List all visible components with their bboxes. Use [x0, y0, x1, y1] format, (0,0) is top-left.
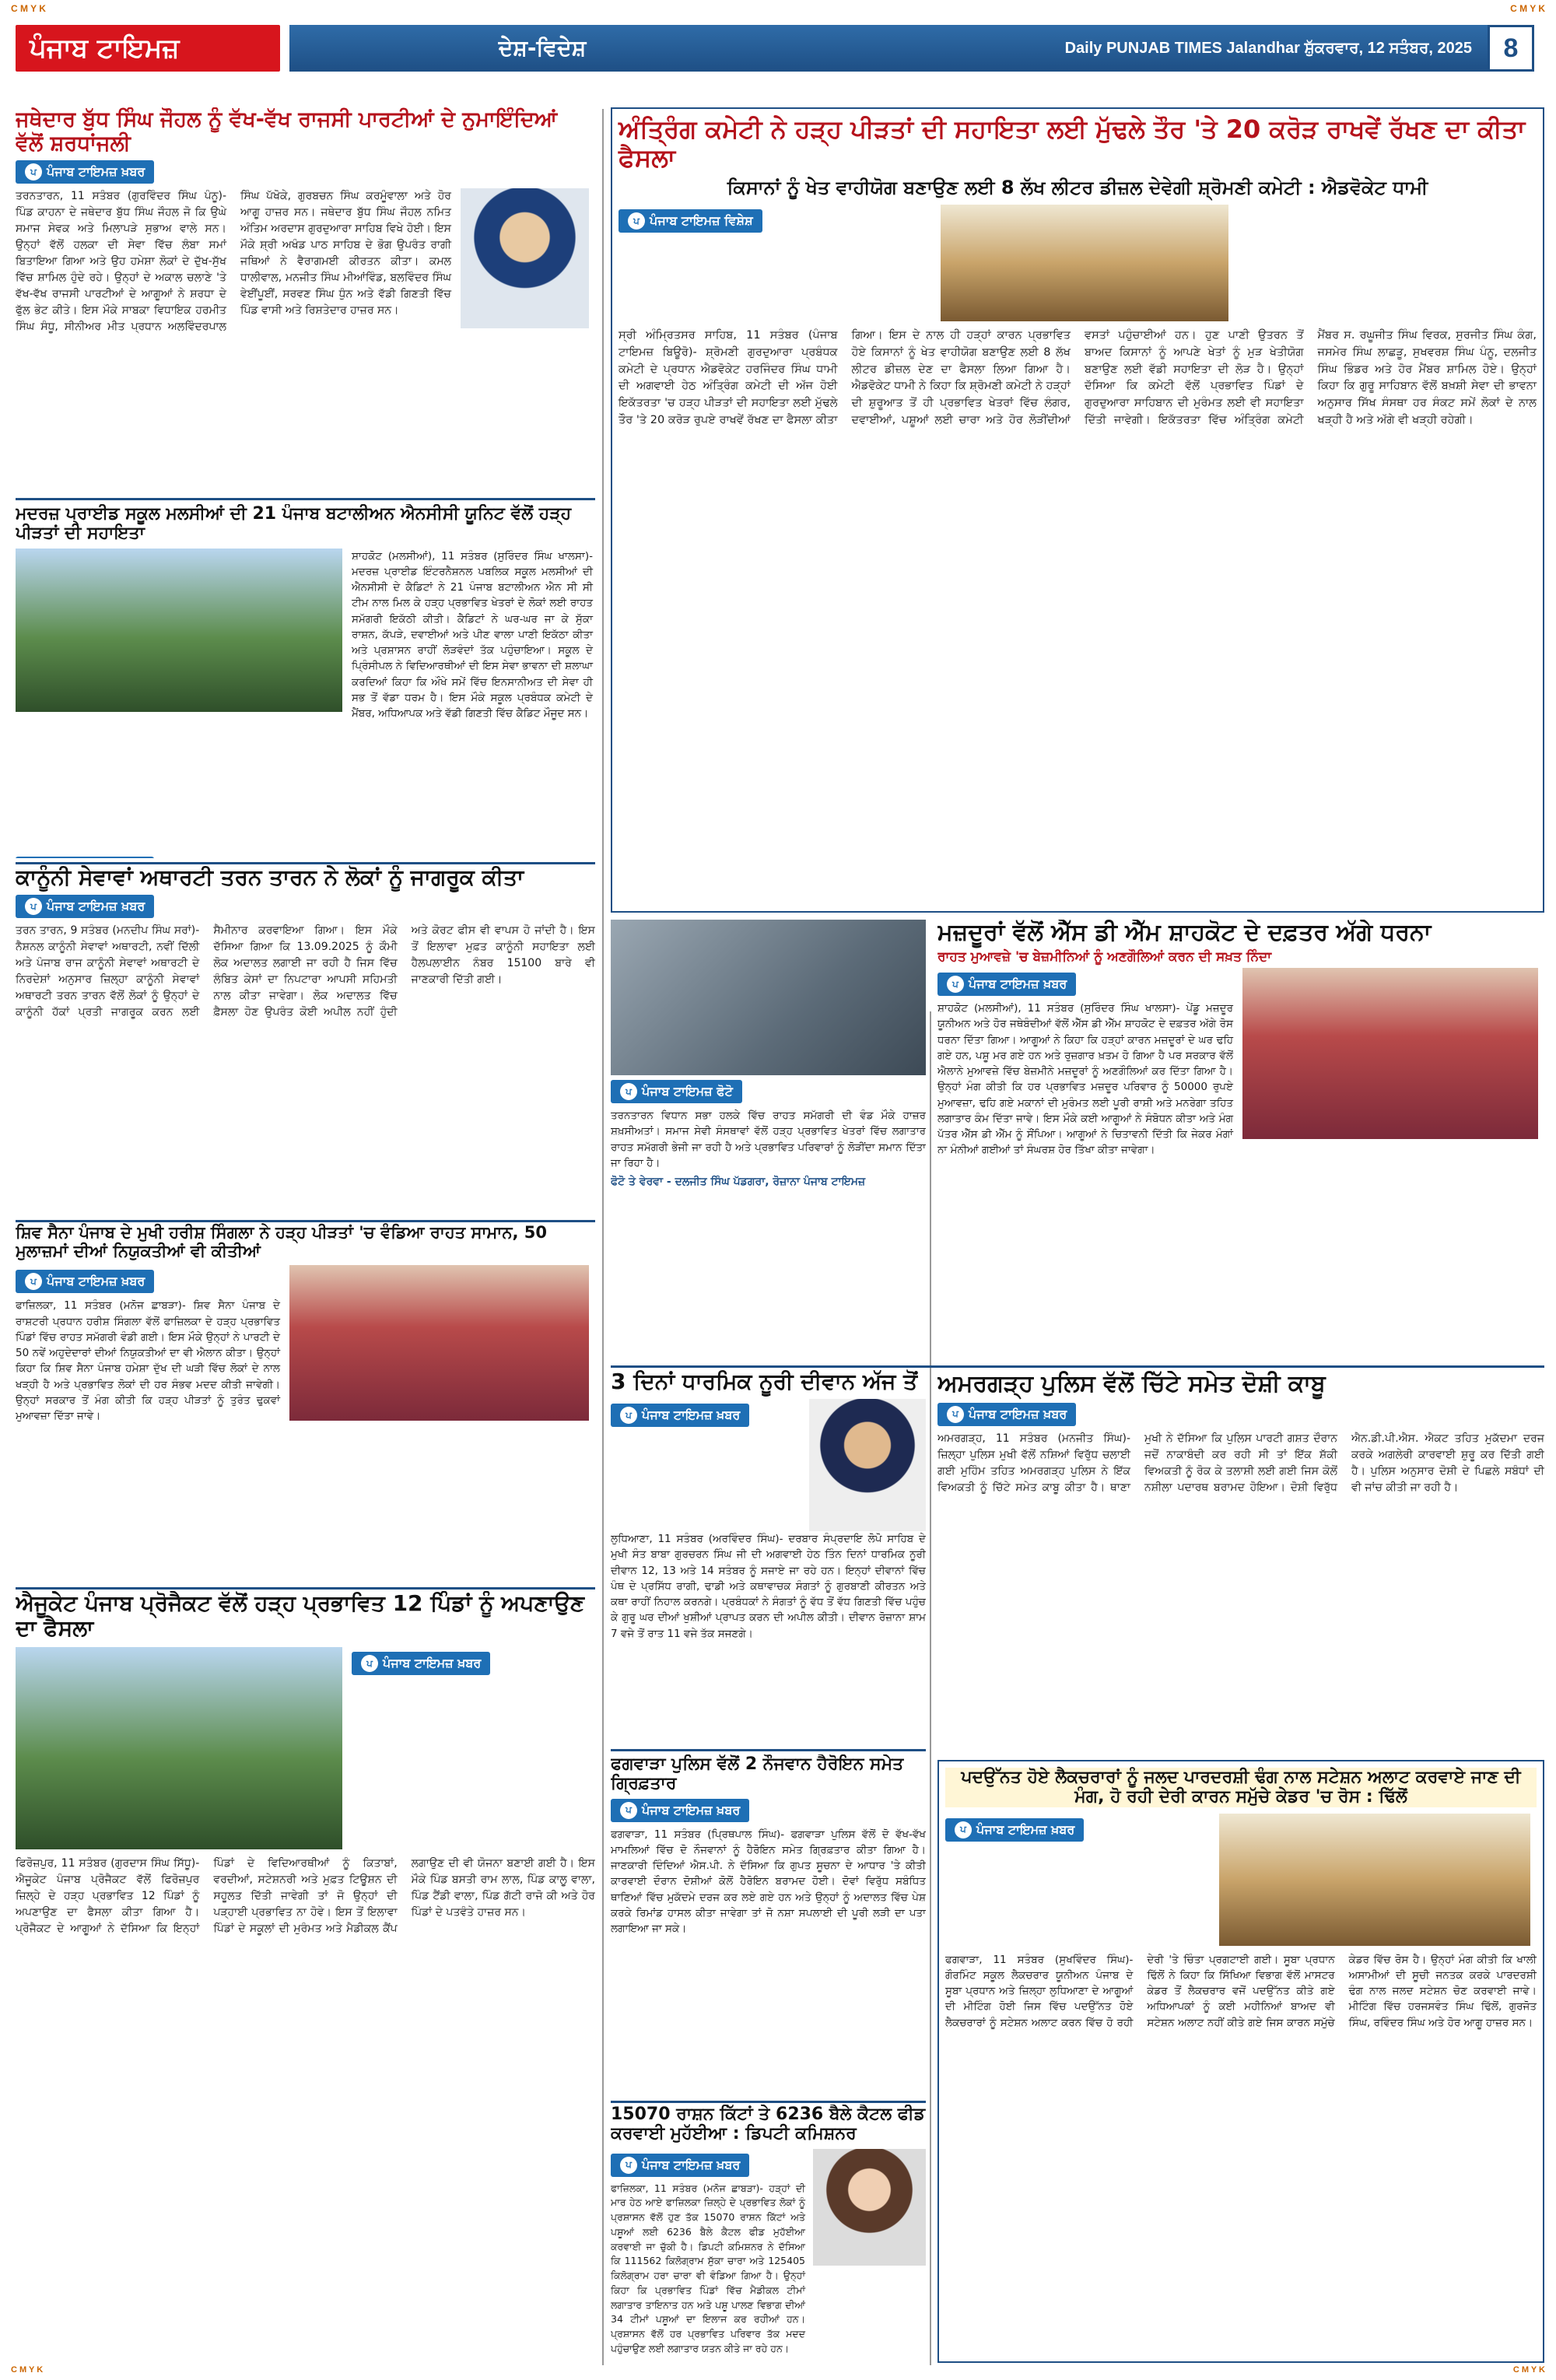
section-title: ਦੇਸ਼-ਵਿਦੇਸ਼: [498, 35, 587, 61]
cmyk-mark-bottom-right: C M Y K: [1512, 2365, 1545, 2375]
article-relief-photo: [611, 920, 926, 1359]
times-logo-icon: ਪ: [620, 1802, 637, 1819]
article-legal-awareness: [16, 865, 595, 1215]
registration-strip-bottom: [0, 2365, 1556, 2379]
article-educate-punjab: [16, 1591, 595, 2361]
headline: ਸ਼ਿਵ ਸੈਨਾ ਪੰਜਾਬ ਦੇ ਮੁਖੀ ਹਰੀਸ਼ ਸਿੰਗਲਾ ਨੇ ਹੜ੍ਹ ਪੀੜਤਾਂ 'ਚ ਵੰਡਿਆ ਰਾਹਤ ਸਾਮਾਨ, 50 ਮੁਲਾਜ਼ਮਾਂ ਦੀਆਂ ਨਿਯੁਕਤੀਆਂ ਵੀ ਕੀਤੀਆਂ: [16, 1223, 547, 1261]
byline-badge: [352, 1652, 490, 1675]
times-logo-icon: ਪ: [25, 898, 42, 915]
section-rule: [16, 1220, 595, 1222]
section-rule: [16, 498, 595, 500]
section-rule: [16, 1587, 595, 1590]
headline: 15070 ਰਾਸ਼ਨ ਕਿੱਟਾਂ ਤੇ 6236 ਬੈਲੇ ਕੈਟਲ ਫੀਡ ਕਰਵਾਈ ਮੁਹੱਈਆ : ਡਿਪਟੀ ਕਮਿਸ਼ਨਰ: [611, 2105, 926, 2144]
byline-badge: [16, 857, 154, 858]
students-photo: [16, 549, 342, 712]
byline-badge: [611, 1404, 749, 1427]
article-body: ਫਗਵਾੜਾ, 11 ਸਤੰਬਰ (ਸੁਖਵਿੰਦਰ ਸਿੰਘ)- ਗੌਰਮਿੰਟ ਸਕੂਲ ਲੈਕਚਰਾਰ ਯੂਨੀਅਨ ਪੰਜਾਬ ਦੇ ਸੂਬਾ ਪ੍ਰਧਾਨ ਅਤੇ ਜ਼ਿਲ੍ਹਾ ਲੁਧਿਆਣਾ ਦੇ ਆਗੂਆਂ ਦੀ ਮੀਟਿੰਗ ਹੋਈ ਜਿਸ ਵਿੱਚ ਪਦਉੱਨਤ ਹੋਏ ਲੈਕਚਰਾਰਾਂ ਨੂੰ ਸਟੇਸ਼ਨ ਅਲਾਟ ਕਰਨ ਵਿੱਚ ਹੋ ਰਹੀ ਦੇਰੀ 'ਤੇ ਚਿੰਤਾ ਪ੍ਰਗਟਾਈ ਗਈ। ਸੂਬਾ ਪ੍ਰਧਾਨ ਢਿੱਲੋਂ ਨੇ ਕਿਹਾ ਕਿ ਸਿੱਖਿਆ ਵਿਭਾਗ ਵੱਲੋਂ ਮਾਸਟਰ ਕੇਡਰ ਤੋਂ ਲੈਕਚਰਾਰ ਵਜੋਂ ਪਦਉੱਨਤ ਕੀਤੇ ਗਏ ਅਧਿਆਪਕਾਂ ਨੂੰ ਕਈ ਮਹੀਨਿਆਂ ਬਾਅਦ ਵੀ ਸਟੇਸ਼ਨ ਅਲਾਟ ਨਹੀਂ ਕੀਤੇ ਗਏ ਜਿਸ ਕਾਰਨ ਸਮੁੱਚੇ ਕੇਡਰ ਵਿੱਚ ਰੋਸ ਹੈ। ਉਨ੍ਹਾਂ ਮੰਗ ਕੀਤੀ ਕਿ ਖਾਲੀ ਅਸਾਮੀਆਂ ਦੀ ਸੂਚੀ ਜਨਤਕ ਕਰਕੇ ਪਾਰਦਰਸ਼ੀ ਢੰਗ ਨਾਲ ਜਲਦ ਸਟੇਸ਼ਨ ਚੋਣ ਕਰਵਾਈ ਜਾਵੇ। ਮੀਟਿੰਗ ਵਿੱਚ ਹਰਜਸਵੰਤ ਸਿੰਘ ਢਿੱਲੋਂ, ਗੁਰਜੋਤ ਸਿੰਘ, ਰਵਿੰਦਰ ਸਿੰਘ ਅਤੇ ਹੋਰ ਆਗੂ ਹਾਜ਼ਰ ਸਨ।: [945, 1953, 1537, 2029]
byline-badge: [611, 1799, 749, 1822]
headline: ਪਦਉੱਨਤ ਹੋਏ ਲੈਕਚਰਾਰਾਂ ਨੂੰ ਜਲਦ ਪਾਰਦਰਸ਼ੀ ਢੰਗ ਨਾਲ ਸਟੇਸ਼ਨ ਅਲਾਟ ਕਰਵਾਏ ਜਾਣ ਦੀ ਮੰਗ, ਹੋ ਰਹੀ ਦੇਰੀ ਕਾਰਨ ਸਮੁੱਚੇ ਕੇਡਰ 'ਚ ਰੋਸ : ਢਿੱਲੋਂ: [945, 1768, 1537, 1807]
portrait-photo: [461, 188, 589, 328]
section-rule: [611, 1749, 926, 1751]
headline: 3 ਦਿਨਾਂ ਧਾਰਮਿਕ ਨੂਰੀ ਦੀਵਾਨ ਅੱਜ ਤੋਂ: [611, 1369, 918, 1394]
newspaper-logo: [16, 25, 280, 72]
article-nuri-diwan: [611, 1369, 926, 1743]
article-body: ਸ੍ਰੀ ਅੰਮ੍ਰਿਤਸਰ ਸਾਹਿਬ, 11 ਸਤੰਬਰ (ਪੰਜਾਬ ਟਾਇਮਜ਼ ਬਿਊਰੋ)- ਸ਼੍ਰੋਮਣੀ ਗੁਰਦੁਆਰਾ ਪ੍ਰਬੰਧਕ ਕਮੇਟੀ ਦੇ ਪ੍ਰਧਾਨ ਐਡਵੋਕੇਟ ਹਰਜਿੰਦਰ ਸਿੰਘ ਧਾਮੀ ਦੀ ਅਗਵਾਈ ਹੇਠ ਅੰਤ੍ਰਿੰਗ ਕਮੇਟੀ ਦੀ ਅੱਜ ਹੋਈ ਇਕੱਤਰਤਾ 'ਚ ਹੜ੍ਹ ਪੀੜਤਾਂ ਦੀ ਸਹਾਇਤਾ ਲਈ ਮੁੱਢਲੇ ਤੌਰ 'ਤੇ 20 ਕਰੋੜ ਰੁਪਏ ਰਾਖਵੇਂ ਰੱਖਣ ਦਾ ਫੈਸਲਾ ਕੀਤਾ ਗਿਆ। ਇਸ ਦੇ ਨਾਲ ਹੀ ਹੜ੍ਹਾਂ ਕਾਰਨ ਪ੍ਰਭਾਵਿਤ ਹੋਏ ਕਿਸਾਨਾਂ ਨੂੰ ਖੇਤ ਵਾਹੀਯੋਗ ਬਣਾਉਣ ਲਈ 8 ਲੱਖ ਲੀਟਰ ਡੀਜ਼ਲ ਦੇਣ ਦਾ ਫੈਸਲਾ ਲਿਆ ਗਿਆ ਹੈ। ਐਡਵੋਕੇਟ ਧਾਮੀ ਨੇ ਕਿਹਾ ਕਿ ਸ਼੍ਰੋਮਣੀ ਕਮੇਟੀ ਨੇ ਹੜ੍ਹਾਂ ਦੀ ਸ਼ੁਰੂਆਤ ਤੋਂ ਹੀ ਪ੍ਰਭਾਵਿਤ ਖੇਤਰਾਂ ਵਿੱਚ ਲੰਗਰ, ਦਵਾਈਆਂ, ਪਸ਼ੂਆਂ ਲਈ ਚਾਰਾ ਅਤੇ ਹੋਰ ਲੋੜੀਂਦੀਆਂ ਵਸਤਾਂ ਪਹੁੰਚਾਈਆਂ ਹਨ। ਹੁਣ ਪਾਣੀ ਉਤਰਨ ਤੋਂ ਬਾਅਦ ਕਿਸਾਨਾਂ ਨੂੰ ਆਪਣੇ ਖੇਤਾਂ ਨੂੰ ਮੁੜ ਖੇਤੀਯੋਗ ਬਣਾਉਣ ਲਈ ਵੱਡੀ ਸਹਾਇਤਾ ਦੀ ਲੋੜ ਹੈ। ਉਨ੍ਹਾਂ ਦੱਸਿਆ ਕਿ ਕਮੇਟੀ ਵੱਲੋਂ ਪ੍ਰਭਾਵਿਤ ਪਿੰਡਾਂ ਦੇ ਗੁਰਦੁਆਰਾ ਸਾਹਿਬਾਨ ਦੀ ਮੁਰੰਮਤ ਲਈ ਵੀ ਸਹਾਇਤਾ ਦਿੱਤੀ ਜਾਵੇਗੀ। ਇਕੱਤਰਤਾ ਵਿੱਚ ਅੰਤ੍ਰਿੰਗ ਕਮੇਟੀ ਮੈਂਬਰ ਸ. ਰਘੂਜੀਤ ਸਿੰਘ ਵਿਰਕ, ਸੁਰਜੀਤ ਸਿੰਘ ਕੰਗ, ਜਸਮੇਰ ਸਿੰਘ ਲਾਛੜੂ, ਸੁਖਵਰਸ਼ ਸਿੰਘ ਪੰਨੂ, ਦਲਜੀਤ ਸਿੰਘ ਭਿੰਡਰ ਅਤੇ ਹੋਰ ਮੈਂਬਰ ਸ਼ਾਮਿਲ ਹੋਏ। ਉਨ੍ਹਾਂ ਕਿਹਾ ਕਿ ਗੁਰੂ ਸਾਹਿਬਾਨ ਵੱਲੋਂ ਬਖ਼ਸ਼ੀ ਸੇਵਾ ਦੀ ਭਾਵਨਾ ਅਨੁਸਾਰ ਸਿੱਖ ਸੰਸਥਾ ਹਰ ਸੰਕਟ ਸਮੇਂ ਲੋਕਾਂ ਦੇ ਨਾਲ ਖੜ੍ਹੀ ਹੈ ਅਤੇ ਅੱਗੇ ਵੀ ਖੜ੍ਹੀ ਰਹੇਗੀ।: [619, 329, 1537, 426]
article-body: ਅਮਰਗੜ੍ਹ, 11 ਸਤੰਬਰ (ਮਨਜੀਤ ਸਿੰਘ)- ਜ਼ਿਲ੍ਹਾ ਪੁਲਿਸ ਮੁਖੀ ਵੱਲੋਂ ਨਸ਼ਿਆਂ ਵਿਰੁੱਧ ਚਲਾਈ ਗਈ ਮੁਹਿੰਮ ਤਹਿਤ ਅਮਰਗੜ੍ਹ ਪੁਲਿਸ ਨੇ ਇੱਕ ਵਿਅਕਤੀ ਨੂੰ ਚਿੱਟੇ ਸਮੇਤ ਕਾਬੂ ਕੀਤਾ ਹੈ। ਥਾਣਾ ਮੁਖੀ ਨੇ ਦੱਸਿਆ ਕਿ ਪੁਲਿਸ ਪਾਰਟੀ ਗਸ਼ਤ ਦੌਰਾਨ ਜਦੋਂ ਨਾਕਾਬੰਦੀ ਕਰ ਰਹੀ ਸੀ ਤਾਂ ਇੱਕ ਸ਼ੱਕੀ ਵਿਅਕਤੀ ਨੂੰ ਰੋਕ ਕੇ ਤਲਾਸ਼ੀ ਲਈ ਗਈ ਜਿਸ ਕੋਲੋਂ ਨਸ਼ੀਲਾ ਪਦਾਰਥ ਬਰਾਮਦ ਹੋਇਆ। ਦੋਸ਼ੀ ਵਿਰੁੱਧ ਐਨ.ਡੀ.ਪੀ.ਐਸ. ਐਕਟ ਤਹਿਤ ਮੁਕੱਦਮਾ ਦਰਜ ਕਰਕੇ ਅਗਲੇਰੀ ਕਾਰਵਾਈ ਸ਼ੁਰੂ ਕਰ ਦਿੱਤੀ ਗਈ ਹੈ। ਪੁਲਿਸ ਅਨੁਸਾਰ ਦੋਸ਼ੀ ਦੇ ਪਿਛਲੇ ਸਬੰਧਾਂ ਦੀ ਵੀ ਜਾਂਚ ਕੀਤੀ ਜਾ ਰਹੀ ਹੈ।: [937, 1432, 1544, 1494]
section-rule: [611, 2101, 926, 2103]
article-jathedar: [16, 107, 591, 490]
article-lecturers: [937, 1760, 1544, 2363]
cmyk-mark-bottom-left: C M Y K: [11, 2365, 44, 2375]
cmyk-mark-right: C M Y K: [1510, 3, 1545, 14]
photo-caption: ਫੋਟੋ ਤੇ ਵੇਰਵਾ - ਦਲਜੀਤ ਸਿੰਘ ਪੱਡਗਰਾ, ਰੋਜ਼ਾਨਾ ਪੰਜਾਬ ਟਾਇਮਜ਼: [611, 1176, 866, 1188]
article-body: ਸ਼ਾਹਕੋਟ (ਮਲਸੀਆਂ), 11 ਸਤੰਬਰ (ਸੁਰਿੰਦਰ ਸਿੰਘ ਖਾਲਸਾ)- ਮਦਰਜ਼ ਪ੍ਰਾਈਡ ਇੰਟਰਨੈਸ਼ਨਲ ਪਬਲਿਕ ਸਕੂਲ ਮਲਸੀਆਂ ਦੀ ਐਨਸੀਸੀ ਦੇ ਕੈਡਿਟਾਂ ਨੇ 21 ਪੰਜਾਬ ਬਟਾਲੀਅਨ ਐਨ ਸੀ ਸੀ ਟੀਮ ਨਾਲ ਮਿਲ ਕੇ ਹੜ੍ਹ ਪ੍ਰਭਾਵਿਤ ਖੇਤਰਾਂ ਦੇ ਲੋਕਾਂ ਲਈ ਰਾਹਤ ਸਮੱਗਰੀ ਇਕੱਠੀ ਕੀਤੀ। ਕੈਡਿਟਾਂ ਨੇ ਘਰ-ਘਰ ਜਾ ਕੇ ਸੁੱਕਾ ਰਾਸ਼ਨ, ਕੱਪੜੇ, ਦਵਾਈਆਂ ਅਤੇ ਪੀਣ ਵਾਲਾ ਪਾਣੀ ਇਕੱਠਾ ਕੀਤਾ ਅਤੇ ਪ੍ਰਸ਼ਾਸਨ ਰਾਹੀਂ ਲੋੜਵੰਦਾਂ ਤੱਕ ਪਹੁੰਚਾਇਆ। ਸਕੂਲ ਦੇ ਪ੍ਰਿੰਸੀਪਲ ਨੇ ਵਿਦਿਆਰਥੀਆਂ ਦੀ ਇਸ ਸੇਵਾ ਭਾਵਨਾ ਦੀ ਸ਼ਲਾਘਾ ਕਰਦਿਆਂ ਕਿਹਾ ਕਿ ਔਖੇ ਸਮੇਂ ਵਿੱਚ ਇਨਸਾਨੀਅਤ ਦੀ ਸੇਵਾ ਹੀ ਸਭ ਤੋਂ ਵੱਡਾ ਧਰਮ ਹੈ। ਇਸ ਮੌਕੇ ਸਕੂਲ ਪ੍ਰਬੰਧਕ ਕਮੇਟੀ ਦੇ ਮੈਂਬਰ, ਅਧਿਆਪਕ ਅਤੇ ਵੱਡੀ ਗਿਣਤੀ ਵਿੱਚ ਕੈਡਿਟ ਮੌਜੂਦ ਸਨ।: [352, 549, 593, 720]
times-logo-icon: ਪ: [620, 1083, 637, 1100]
times-logo-icon: ਪ: [25, 163, 42, 181]
byline-text: ਪੰਜਾਬ ਟਾਇਮਜ਼ ਖ਼ਬਰ: [642, 1802, 741, 1817]
article-school-ncc: [16, 504, 595, 858]
section-band: [289, 25, 1534, 72]
times-logo-icon: ਪ: [947, 976, 964, 993]
article-body: ਫਾਜ਼ਿਲਕਾ, 11 ਸਤੰਬਰ (ਮਨੋਜ ਛਾਬੜਾ)- ਸ਼ਿਵ ਸੈਨਾ ਪੰਜਾਬ ਦੇ ਰਾਸ਼ਟਰੀ ਪ੍ਰਧਾਨ ਹਰੀਸ਼ ਸਿੰਗਲਾ ਵੱਲੋਂ ਫਾਜ਼ਿਲਕਾ ਦੇ ਹੜ੍ਹ ਪ੍ਰਭਾਵਿਤ ਪਿੰਡਾਂ ਵਿੱਚ ਰਾਹਤ ਸਮੱਗਰੀ ਵੰਡੀ ਗਈ। ਇਸ ਮੌਕੇ ਉਨ੍ਹਾਂ ਨੇ ਪਾਰਟੀ ਦੇ 50 ਨਵੇਂ ਅਹੁਦੇਦਾਰਾਂ ਦੀਆਂ ਨਿਯੁਕਤੀਆਂ ਦਾ ਵੀ ਐਲਾਨ ਕੀਤਾ। ਉਨ੍ਹਾਂ ਕਿਹਾ ਕਿ ਸ਼ਿਵ ਸੈਨਾ ਪੰਜਾਬ ਹਮੇਸ਼ਾ ਦੁੱਖ ਦੀ ਘੜੀ ਵਿੱਚ ਲੋਕਾਂ ਦੇ ਨਾਲ ਖੜ੍ਹੀ ਹੈ ਅਤੇ ਪ੍ਰਭਾਵਿਤ ਲੋਕਾਂ ਦੀ ਹਰ ਸੰਭਵ ਮਦਦ ਕੀਤੀ ਜਾਵੇਗੀ। ਉਨ੍ਹਾਂ ਸਰਕਾਰ ਤੋਂ ਮੰਗ ਕੀਤੀ ਕਿ ਹੜ੍ਹ ਪੀੜਤਾਂ ਨੂੰ ਤੁਰੰਤ ਢੁਕਵਾਂ ਮੁਆਵਜ਼ਾ ਦਿੱਤਾ ਜਾਵੇ।: [16, 1299, 280, 1423]
byline-badge: [16, 895, 154, 918]
logo-text: ਪੰਜਾਬ ਟਾਇਮਜ਼: [30, 33, 180, 64]
byline-badge: [16, 1270, 154, 1293]
group-photo: [289, 1265, 589, 1421]
byline-badge: [937, 973, 1076, 996]
article-body: ਤਰਨ ਤਾਰਨ, 9 ਸਤੰਬਰ (ਮਨਦੀਪ ਸਿੰਘ ਸਰਾਂ)- ਨੈਸ਼ਨਲ ਕਾਨੂੰਨੀ ਸੇਵਾਵਾਂ ਅਥਾਰਟੀ, ਨਵੀਂ ਦਿੱਲੀ ਅਤੇ ਪੰਜਾਬ ਰਾਜ ਕਾਨੂੰਨੀ ਸੇਵਾਵਾਂ ਅਥਾਰਟੀ ਦੇ ਨਿਰਦੇਸ਼ਾਂ ਅਨੁਸਾਰ ਜ਼ਿਲ੍ਹਾ ਕਾਨੂੰਨੀ ਸੇਵਾਵਾਂ ਅਥਾਰਟੀ ਤਰਨ ਤਾਰਨ ਵੱਲੋਂ ਲੋਕਾਂ ਨੂੰ ਉਨ੍ਹਾਂ ਦੇ ਕਾਨੂੰਨੀ ਹੱਕਾਂ ਪ੍ਰਤੀ ਜਾਗਰੂਕ ਕਰਨ ਲਈ ਸੈਮੀਨਾਰ ਕਰਵਾਇਆ ਗਿਆ। ਇਸ ਮੌਕੇ ਦੱਸਿਆ ਗਿਆ ਕਿ 13.09.2025 ਨੂੰ ਕੌਮੀ ਲੋਕ ਅਦਾਲਤ ਲਗਾਈ ਜਾ ਰਹੀ ਹੈ ਜਿਸ ਵਿੱਚ ਲੰਬਿਤ ਕੇਸਾਂ ਦਾ ਨਿਪਟਾਰਾ ਆਪਸੀ ਸਹਿਮਤੀ ਨਾਲ ਕੀਤਾ ਜਾਵੇਗਾ। ਲੋਕ ਅਦਾਲਤ ਵਿੱਚ ਫ਼ੈਸਲਾ ਹੋਣ ਉਪਰੰਤ ਕੋਈ ਅਪੀਲ ਨਹੀਂ ਹੁੰਦੀ ਅਤੇ ਕੋਰਟ ਫੀਸ ਵੀ ਵਾਪਸ ਹੋ ਜਾਂਦੀ ਹੈ। ਇਸ ਤੋਂ ਇਲਾਵਾ ਮੁਫ਼ਤ ਕਾਨੂੰਨੀ ਸਹਾਇਤਾ ਲਈ ਹੈਲਪਲਾਈਨ ਨੰਬਰ 15100 ਬਾਰੇ ਵੀ ਜਾਣਕਾਰੀ ਦਿੱਤੀ ਗਈ।: [16, 924, 595, 1019]
times-logo-icon: ਪ: [620, 1407, 637, 1424]
byline-text: ਪੰਜਾਬ ਟਾਇਮਜ਼ ਖ਼ਬਰ: [47, 1274, 145, 1289]
cmyk-mark-left: C M Y K: [11, 3, 46, 14]
headline: ਮਦਰਜ਼ ਪ੍ਰਾਈਡ ਸਕੂਲ ਮਲਸੀਆਂ ਦੀ 21 ਪੰਜਾਬ ਬਟਾਲੀਅਨ ਐਨਸੀਸੀ ਯੂਨਿਟ ਵੱਲੋਂ ਹੜ੍ਹ ਪੀੜਤਾਂ ਦੀ ਸਹਾਇਤਾ: [16, 504, 572, 544]
times-logo-icon: ਪ: [620, 2157, 637, 2174]
headline: ਅਮਰਗੜ੍ਹ ਪੁਲਿਸ ਵੱਲੋਂ ਚਿੱਟੇ ਸਮੇਤ ਦੋਸ਼ੀ ਕਾਬੂ: [937, 1371, 1326, 1397]
meeting-photo: [941, 205, 1228, 321]
section-rule: [16, 862, 595, 864]
byline-badge: [16, 160, 154, 184]
byline-text: ਪੰਜਾਬ ਟਾਇਮਜ਼ ਖ਼ਬਰ: [642, 1407, 741, 1423]
article-body: ਫਗਵਾੜਾ, 11 ਸਤੰਬਰ (ਪ੍ਰਿਥਪਾਲ ਸਿੰਘ)- ਫਗਵਾੜਾ ਪੁਲਿਸ ਵੱਲੋਂ ਦੋ ਵੱਖ-ਵੱਖ ਮਾਮਲਿਆਂ ਵਿੱਚ ਦੋ ਨੌਜਵਾਨਾਂ ਨੂੰ ਹੈਰੋਇਨ ਸਮੇਤ ਗ੍ਰਿਫ਼ਤਾਰ ਕੀਤਾ ਗਿਆ ਹੈ। ਜਾਣਕਾਰੀ ਦਿੰਦਿਆਂ ਐਸ.ਪੀ. ਨੇ ਦੱਸਿਆ ਕਿ ਗੁਪਤ ਸੂਚਨਾ ਦੇ ਆਧਾਰ 'ਤੇ ਕੀਤੀ ਕਾਰਵਾਈ ਦੌਰਾਨ ਦੋਸ਼ੀਆਂ ਕੋਲੋਂ ਹੈਰੋਇਨ ਬਰਾਮਦ ਹੋਈ। ਦੋਵਾਂ ਵਿਰੁੱਧ ਸਬੰਧਿਤ ਥਾਣਿਆਂ ਵਿੱਚ ਮੁਕੱਦਮੇ ਦਰਜ ਕਰ ਲਏ ਗਏ ਹਨ ਅਤੇ ਉਨ੍ਹਾਂ ਨੂੰ ਅਦਾਲਤ ਵਿੱਚ ਪੇਸ਼ ਕਰਕੇ ਰਿਮਾਂਡ ਹਾਸਲ ਕੀਤਾ ਜਾਵੇਗਾ ਤਾਂ ਜੋ ਨਸ਼ਾ ਸਪਲਾਈ ਦੀ ਪੂਰੀ ਲੜੀ ਦਾ ਪਤਾ ਲਗਾਇਆ ਜਾ ਸਕੇ।: [611, 1828, 926, 1936]
subheadline: ਕਿਸਾਨਾਂ ਨੂੰ ਖੇਤ ਵਾਹੀਯੋਗ ਬਣਾਉਣ ਲਈ 8 ਲੱਖ ਲੀਟਰ ਡੀਜ਼ਲ ਦੇਵੇਗੀ ਸ਼੍ਰੋਮਣੀ ਕਮੇਟੀ : ਐਡਵੋਕੇਟ ਧਾਮੀ: [727, 176, 1428, 198]
byline-text: ਪੰਜਾਬ ਟਾਇਮਜ਼ ਖ਼ਬਰ: [969, 1406, 1067, 1421]
byline-badge: [937, 1403, 1076, 1426]
byline-text: ਪੰਜਾਬ ਟਾਇਮਜ਼ ਫੋਟੋ: [642, 1084, 733, 1099]
byline-badge: [945, 1818, 1084, 1842]
masthead: [0, 22, 1556, 75]
article-body: ਤਰਨਤਾਰਨ ਵਿਧਾਨ ਸਭਾ ਹਲਕੇ ਵਿੱਚ ਰਾਹਤ ਸਮੱਗਰੀ ਦੀ ਵੰਡ ਮੌਕੇ ਹਾਜ਼ਰ ਸ਼ਖ਼ਸੀਅਤਾਂ। ਸਮਾਜ ਸੇਵੀ ਸੰਸਥਾਵਾਂ ਵੱਲੋਂ ਹੜ੍ਹ ਪ੍ਰਭਾਵਿਤ ਖੇਤਰਾਂ ਵਿੱਚ ਲਗਾਤਾਰ ਰਾਹਤ ਸਮੱਗਰੀ ਭੇਜੀ ਜਾ ਰਹੀ ਹੈ ਅਤੇ ਪ੍ਰਭਾਵਿਤ ਪਰਿਵਾਰਾਂ ਨੂੰ ਲੋੜੀਂਦਾ ਸਮਾਨ ਦਿੱਤਾ ਜਾ ਰਿਹਾ ਹੈ।: [611, 1109, 926, 1169]
byline-text: ਪੰਜਾਬ ਟਾਇਮਜ਼ ਖ਼ਬਰ: [47, 899, 145, 914]
times-logo-icon: ਪ: [628, 212, 645, 230]
times-logo-icon: ਪ: [361, 1655, 378, 1672]
protest-photo: [1242, 968, 1538, 1139]
byline-text: ਪੰਜਾਬ ਟਾਇਮਜ਼ ਖ਼ਬਰ: [47, 164, 145, 180]
byline-badge: [619, 209, 762, 233]
section-rule: [611, 1365, 1544, 1368]
headline: ਕਾਨੂੰਨੀ ਸੇਵਾਵਾਂ ਅਥਾਰਟੀ ਤਰਨ ਤਾਰਨ ਨੇ ਲੋਕਾਂ ਨੂੰ ਜਾਗਰੂਕ ਕੀਤਾ: [16, 865, 524, 890]
relief-distribution-photo: [611, 920, 926, 1075]
column-divider: [602, 918, 604, 2365]
headline: ਮਜ਼ਦੂਰਾਂ ਵੱਲੋਂ ਐੱਸ ਡੀ ਐੱਮ ਸ਼ਾਹਕੋਟ ਦੇ ਦਫ਼ਤਰ ਅੱਗੇ ਧਰਨਾ: [937, 920, 1432, 946]
column-divider: [602, 109, 604, 918]
volunteers-photo: [16, 1647, 342, 1849]
byline-text: ਪੰਜਾਬ ਟਾਇਮਜ਼ ਖ਼ਬਰ: [642, 2157, 741, 2172]
byline-badge: [611, 1080, 742, 1103]
page-number: 8: [1488, 25, 1534, 72]
saint-portrait-photo: [809, 1399, 926, 1531]
union-meeting-photo: [1219, 1814, 1530, 1946]
article-body: ਸ਼ਾਹਕੋਟ (ਮਲਸੀਆਂ), 11 ਸਤੰਬਰ (ਸੁਰਿੰਦਰ ਸਿੰਘ ਖਾਲਸਾ)- ਪੇਂਡੂ ਮਜ਼ਦੂਰ ਯੂਨੀਅਨ ਅਤੇ ਹੋਰ ਜਥੇਬੰਦੀਆਂ ਵੱਲੋਂ ਐੱਸ ਡੀ ਐੱਮ ਸ਼ਾਹਕੋਟ ਦੇ ਦਫ਼ਤਰ ਅੱਗੇ ਰੋਸ ਧਰਨਾ ਦਿੱਤਾ ਗਿਆ। ਆਗੂਆਂ ਨੇ ਕਿਹਾ ਕਿ ਹੜ੍ਹਾਂ ਕਾਰਨ ਮਜ਼ਦੂਰਾਂ ਦੇ ਘਰ ਢਹਿ ਗਏ ਹਨ, ਪਸ਼ੂ ਮਰ ਗਏ ਹਨ ਅਤੇ ਰੁਜ਼ਗਾਰ ਖ਼ਤਮ ਹੋ ਗਿਆ ਹੈ ਪਰ ਸਰਕਾਰ ਵੱਲੋਂ ਐਲਾਨੇ ਮੁਆਵਜ਼ੇ ਵਿੱਚ ਬੇਜ਼ਮੀਨੇ ਮਜ਼ਦੂਰਾਂ ਨੂੰ ਅਣਗੌਲਿਆਂ ਕਰ ਦਿੱਤਾ ਗਿਆ ਹੈ। ਉਨ੍ਹਾਂ ਮੰਗ ਕੀਤੀ ਕਿ ਹਰ ਪ੍ਰਭਾਵਿਤ ਮਜ਼ਦੂਰ ਪਰਿਵਾਰ ਨੂੰ 50000 ਰੁਪਏ ਮੁਆਵਜ਼ਾ, ਢਹਿ ਗਏ ਮਕਾਨਾਂ ਦੀ ਮੁਰੰਮਤ ਲਈ ਪੂਰੀ ਰਾਸ਼ੀ ਅਤੇ ਮਨਰੇਗਾ ਤਹਿਤ ਲਗਾਤਾਰ ਕੰਮ ਦਿੱਤਾ ਜਾਵੇ। ਇਸ ਮੌਕੇ ਕਈ ਆਗੂਆਂ ਨੇ ਸੰਬੋਧਨ ਕੀਤਾ ਅਤੇ ਮੰਗ ਪੱਤਰ ਐੱਸ ਡੀ ਐੱਮ ਨੂੰ ਸੌਂਪਿਆ। ਆਗੂਆਂ ਨੇ ਚਿਤਾਵਨੀ ਦਿੱਤੀ ਕਿ ਜੇਕਰ ਮੰਗਾਂ ਨਾ ਮੰਨੀਆਂ ਗਈਆਂ ਤਾਂ ਸੰਘਰਸ਼ ਹੋਰ ਤਿੱਖਾ ਕੀਤਾ ਜਾਵੇਗਾ।: [937, 1002, 1233, 1157]
times-logo-icon: ਪ: [25, 1273, 42, 1290]
byline-badge: [611, 2154, 749, 2177]
byline-text: ਪੰਜਾਬ ਟਾਇਮਜ਼ ਖ਼ਬਰ: [969, 976, 1067, 992]
times-logo-icon: ਪ: [955, 1821, 972, 1838]
article-body: ਫਿਰੋਜ਼ਪੁਰ, 11 ਸਤੰਬਰ (ਗੁਰਦਾਸ ਸਿੰਘ ਸਿੱਧੂ)- ਐਜੂਕੇਟ ਪੰਜਾਬ ਪ੍ਰੋਜੈਕਟ ਵੱਲੋਂ ਫਿਰੋਜ਼ਪੁਰ ਜ਼ਿਲ੍ਹੇ ਦੇ ਹੜ੍ਹ ਪ੍ਰਭਾਵਿਤ 12 ਪਿੰਡਾਂ ਨੂੰ ਅਪਣਾਉਣ ਦਾ ਫੈਸਲਾ ਕੀਤਾ ਗਿਆ ਹੈ। ਪ੍ਰੋਜੈਕਟ ਦੇ ਆਗੂਆਂ ਨੇ ਦੱਸਿਆ ਕਿ ਇਨ੍ਹਾਂ ਪਿੰਡਾਂ ਦੇ ਵਿਦਿਆਰਥੀਆਂ ਨੂੰ ਕਿਤਾਬਾਂ, ਵਰਦੀਆਂ, ਸਟੇਸ਼ਨਰੀ ਅਤੇ ਮੁਫ਼ਤ ਟਿਊਸ਼ਨ ਦੀ ਸਹੂਲਤ ਦਿੱਤੀ ਜਾਵੇਗੀ ਤਾਂ ਜੋ ਉਨ੍ਹਾਂ ਦੀ ਪੜ੍ਹਾਈ ਪ੍ਰਭਾਵਿਤ ਨਾ ਹੋਵੇ। ਇਸ ਤੋਂ ਇਲਾਵਾ ਪਿੰਡਾਂ ਦੇ ਸਕੂਲਾਂ ਦੀ ਮੁਰੰਮਤ ਅਤੇ ਮੈਡੀਕਲ ਕੈਂਪ ਲਗਾਉਣ ਦੀ ਵੀ ਯੋਜਨਾ ਬਣਾਈ ਗਈ ਹੈ। ਇਸ ਮੌਕੇ ਪਿੰਡ ਬਸਤੀ ਰਾਮ ਲਾਲ, ਪਿੰਡ ਕਾਲੂ ਵਾਲਾ, ਪਿੰਡ ਟੈਂਡੀ ਵਾਲਾ, ਪਿੰਡ ਗੱਟੀ ਰਾਜੋ ਕੀ ਅਤੇ ਹੋਰ ਪਿੰਡਾਂ ਦੇ ਪਤਵੰਤੇ ਹਾਜ਼ਰ ਸਨ।: [16, 1857, 595, 1936]
issue-date: Daily PUNJAB TIMES Jalandhar ਸ਼ੁੱਕਰਵਾਰ, 12 ਸਤੰਬਰ, 2025: [1064, 39, 1472, 57]
registration-strip: [0, 0, 1556, 17]
article-phagwara-police: [611, 1754, 926, 2097]
deputy-commissioner-photo: [813, 2149, 926, 2266]
article-committee: [611, 107, 1544, 913]
byline-text: ਪੰਜਾਬ ਟਾਇਮਜ਼ ਵਿਸ਼ੇਸ਼: [650, 213, 753, 229]
article-body: ਤਰਨਤਾਰਨ, 11 ਸਤੰਬਰ (ਗੁਰਵਿੰਦਰ ਸਿੰਘ ਪੰਨੂ)- ਪਿੰਡ ਕਾਹਨਾ ਦੇ ਜਥੇਦਾਰ ਬੁੱਧ ਸਿੰਘ ਜੌਹਲ ਜੋ ਕਿ ਉਘੇ ਸਮਾਜ ਸੇਵਕ ਅਤੇ ਮਿਲਾਪੜੇ ਸੁਭਾਅ ਵਾਲੇ ਸਨ। ਉਨ੍ਹਾਂ ਵੱਲੋਂ ਹਲਕਾ ਦੀ ਸੇਵਾ ਵਿੱਚ ਲੰਬਾ ਸਮਾਂ ਬਿਤਾਇਆ ਗਿਆ ਅਤੇ ਉਹ ਹਮੇਸ਼ਾ ਲੋਕਾਂ ਦੇ ਦੁੱਖ-ਸੁੱਖ ਵਿੱਚ ਸ਼ਾਮਿਲ ਹੁੰਦੇ ਰਹੇ। ਉਨ੍ਹਾਂ ਦੇ ਅਕਾਲ ਚਲਾਣੇ 'ਤੇ ਵੱਖ-ਵੱਖ ਰਾਜਸੀ ਪਾਰਟੀਆਂ ਦੇ ਆਗੂਆਂ ਨੇ ਸ਼ਰਧਾ ਦੇ ਫੁੱਲ ਭੇਟ ਕੀਤੇ। ਇਸ ਮੌਕੇ ਸਾਬਕਾ ਵਿਧਾਇਕ ਹਰਮੀਤ ਸਿੰਘ ਸੰਧੂ, ਸੀਨੀਅਰ ਮੀਤ ਪ੍ਰਧਾਨ ਅਲਵਿੰਦਰਪਾਲ ਸਿੰਘ ਪੱਖੋਕੇ, ਗੁਰਬਚਨ ਸਿੰਘ ਕਰਮੂੰਵਾਲਾ ਅਤੇ ਹੋਰ ਆਗੂ ਹਾਜ਼ਰ ਸਨ। ਜਥੇਦਾਰ ਬੁੱਧ ਸਿੰਘ ਜੌਹਲ ਨਮਿਤ ਅੰਤਿਮ ਅਰਦਾਸ ਗੁਰਦੁਆਰਾ ਸਾਹਿਬ ਵਿਖੇ ਹੋਈ। ਇਸ ਮੌਕੇ ਸ਼੍ਰੀ ਅਖੰਡ ਪਾਠ ਸਾਹਿਬ ਦੇ ਭੋਗ ਉਪਰੰਤ ਰਾਗੀ ਜਥਿਆਂ ਨੇ ਵੈਰਾਗਮਈ ਕੀਰਤਨ ਕੀਤਾ। ਕਮਲ ਧਾਲੀਵਾਲ, ਮਨਜੀਤ ਸਿੰਘ ਮੀਆਂਵਿੰਡ, ਬਲਵਿੰਦਰ ਸਿੰਘ ਵੇਈਂਪੂਈਂ, ਸਰਵਣ ਸਿੰਘ ਧੁੰਨ ਅਤੇ ਵੱਡੀ ਗਿਣਤੀ ਵਿੱਚ ਪਿੰਡ ਵਾਸੀ ਅਤੇ ਰਿਸ਼ਤੇਦਾਰ ਹਾਜ਼ਰ ਸਨ।: [16, 190, 451, 334]
article-amargarh-police: [937, 1371, 1544, 1752]
article-ration-kits: [611, 2105, 926, 2361]
article-body: ਲੁਧਿਆਣਾ, 11 ਸਤੰਬਰ (ਅਰਵਿੰਦਰ ਸਿੰਘ)- ਦਰਬਾਰ ਸੰਪ੍ਰਦਾਇ ਲੋਪੋ ਸਾਹਿਬ ਦੇ ਮੁਖੀ ਸੰਤ ਬਾਬਾ ਗੁਰਚਰਨ ਸਿੰਘ ਜੀ ਦੀ ਅਗਵਾਈ ਹੇਠ ਤਿੰਨ ਦਿਨਾਂ ਧਾਰਮਿਕ ਨੂਰੀ ਦੀਵਾਨ 12, 13 ਅਤੇ 14 ਸਤੰਬਰ ਨੂੰ ਸਜਾਏ ਜਾ ਰਹੇ ਹਨ। ਇਨ੍ਹਾਂ ਦੀਵਾਨਾਂ ਵਿੱਚ ਪੰਥ ਦੇ ਪ੍ਰਸਿੱਧ ਰਾਗੀ, ਢਾਡੀ ਅਤੇ ਕਥਾਵਾਚਕ ਸੰਗਤਾਂ ਨੂੰ ਗੁਰਬਾਣੀ ਕੀਰਤਨ ਅਤੇ ਕਥਾ ਰਾਹੀਂ ਨਿਹਾਲ ਕਰਨਗੇ। ਪ੍ਰਬੰਧਕਾਂ ਨੇ ਸੰਗਤਾਂ ਨੂੰ ਵੱਧ ਤੋਂ ਵੱਧ ਗਿਣਤੀ ਵਿੱਚ ਪਹੁੰਚ ਕੇ ਗੁਰੂ ਘਰ ਦੀਆਂ ਖੁਸ਼ੀਆਂ ਪ੍ਰਾਪਤ ਕਰਨ ਦੀ ਅਪੀਲ ਕੀਤੀ। ਦੀਵਾਨ ਰੋਜ਼ਾਨਾ ਸ਼ਾਮ 7 ਵਜੇ ਤੋਂ ਰਾਤ 11 ਵਜੇ ਤੱਕ ਸਜਣਗੇ।: [611, 1533, 926, 1640]
subheadline: ਰਾਹਤ ਮੁਆਵਜ਼ੇ 'ਚ ਬੇਜ਼ਮੀਨਿਆਂ ਨੂੰ ਅਣਗੌਲਿਆਂ ਕਰਨ ਦੀ ਸਖ਼ਤ ਨਿੰਦਾ: [937, 948, 1272, 965]
byline-text: ਪੰਜਾਬ ਟਾਇਮਜ਼ ਖ਼ਬਰ: [976, 1821, 1075, 1837]
column-divider: [930, 1011, 931, 2365]
headline: ਐਜੂਕੇਟ ਪੰਜਾਬ ਪ੍ਰੋਜੈਕਟ ਵੱਲੋਂ ਹੜ੍ਹ ਪ੍ਰਭਾਵਿਤ 12 ਪਿੰਡਾਂ ਨੂੰ ਅਪਣਾਉਣ ਦਾ ਫੈਸਲਾ: [16, 1591, 585, 1642]
headline: ਅੰਤ੍ਰਿੰਗ ਕਮੇਟੀ ਨੇ ਹੜ੍ਹ ਪੀੜਤਾਂ ਦੀ ਸਹਾਇਤਾ ਲਈ ਮੁੱਢਲੇ ਤੌਰ 'ਤੇ 20 ਕਰੋੜ ਰਾਖਵੇਂ ਰੱਖਣ ਦਾ ਕੀਤਾ ਫੈਸਲਾ: [619, 114, 1526, 173]
byline-text: ਪੰਜਾਬ ਟਾਇਮਜ਼ ਖ਼ਬਰ: [383, 1656, 482, 1671]
article-workers-protest: [937, 920, 1544, 1344]
headline: ਜਥੇਦਾਰ ਬੁੱਧ ਸਿੰਘ ਜੌਹਲ ਨੂੰ ਵੱਖ-ਵੱਖ ਰਾਜਸੀ ਪਾਰਟੀਆਂ ਦੇ ਨੁਮਾਇੰਦਿਆਂ ਵੱਲੋਂ ਸ਼ਰਧਾਂਜਲੀ: [16, 107, 558, 156]
times-logo-icon: ਪ: [947, 1406, 964, 1423]
headline: ਫਗਵਾੜਾ ਪੁਲਿਸ ਵੱਲੋਂ 2 ਨੌਜਵਾਨ ਹੈਰੋਇਨ ਸਮੇਤ ਗ੍ਰਿਫ਼ਤਾਰ: [611, 1754, 904, 1794]
article-shiv-sena: [16, 1223, 595, 1581]
article-body: ਫਾਜ਼ਿਲਕਾ, 11 ਸਤੰਬਰ (ਮਨੋਜ ਛਾਬੜਾ)- ਹੜ੍ਹਾਂ ਦੀ ਮਾਰ ਹੇਠ ਆਏ ਫਾਜ਼ਿਲਕਾ ਜ਼ਿਲ੍ਹੇ ਦੇ ਪ੍ਰਭਾਵਿਤ ਲੋਕਾਂ ਨੂੰ ਪ੍ਰਸ਼ਾਸਨ ਵੱਲੋਂ ਹੁਣ ਤੱਕ 15070 ਰਾਸ਼ਨ ਕਿੱਟਾਂ ਅਤੇ ਪਸ਼ੂਆਂ ਲਈ 6236 ਬੈਲੇ ਕੈਟਲ ਫੀਡ ਮੁਹੱਈਆ ਕਰਵਾਈ ਜਾ ਚੁੱਕੀ ਹੈ। ਡਿਪਟੀ ਕਮਿਸ਼ਨਰ ਨੇ ਦੱਸਿਆ ਕਿ 111562 ਕਿਲੋਗ੍ਰਾਮ ਸੁੱਕਾ ਚਾਰਾ ਅਤੇ 125405 ਕਿਲੋਗ੍ਰਾਮ ਹਰਾ ਚਾਰਾ ਵੀ ਵੰਡਿਆ ਗਿਆ ਹੈ। ਉਨ੍ਹਾਂ ਕਿਹਾ ਕਿ ਪ੍ਰਭਾਵਿਤ ਪਿੰਡਾਂ ਵਿੱਚ ਮੈਡੀਕਲ ਟੀਮਾਂ ਲਗਾਤਾਰ ਤਾਇਨਾਤ ਹਨ ਅਤੇ ਪਸ਼ੂ ਪਾਲਣ ਵਿਭਾਗ ਦੀਆਂ 34 ਟੀਮਾਂ ਪਸ਼ੂਆਂ ਦਾ ਇਲਾਜ ਕਰ ਰਹੀਆਂ ਹਨ। ਪ੍ਰਸ਼ਾਸਨ ਵੱਲੋਂ ਹਰ ਪ੍ਰਭਾਵਿਤ ਪਰਿਵਾਰ ਤੱਕ ਮਦਦ ਪਹੁੰਚਾਉਣ ਲਈ ਲਗਾਤਾਰ ਯਤਨ ਕੀਤੇ ਜਾ ਰਹੇ ਹਨ।: [611, 2182, 805, 2354]
